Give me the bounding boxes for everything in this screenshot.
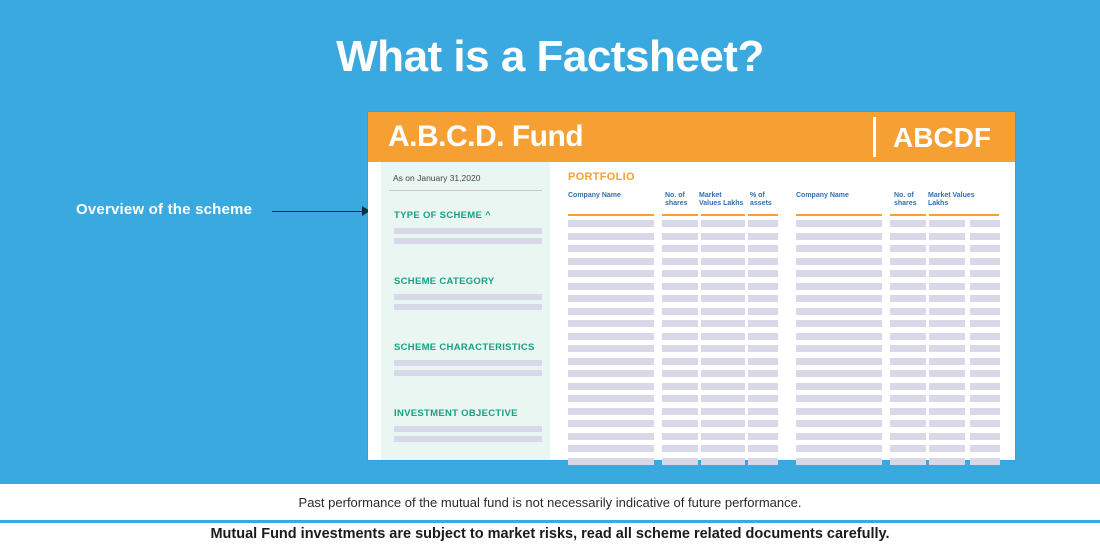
data-cell bbox=[796, 445, 882, 452]
data-cell bbox=[929, 408, 965, 415]
data-cell bbox=[662, 408, 698, 415]
section-investment-objective bbox=[394, 408, 542, 446]
data-cell bbox=[890, 220, 926, 227]
data-cell bbox=[796, 458, 882, 465]
data-cell bbox=[796, 358, 882, 365]
column-header-no-of-shares: No. of shares bbox=[665, 192, 688, 207]
section-type-of-scheme bbox=[394, 210, 542, 248]
data-cell bbox=[970, 333, 1000, 340]
data-cell bbox=[970, 433, 1000, 440]
factsheet-body bbox=[368, 162, 1015, 460]
data-cell bbox=[929, 283, 965, 290]
data-cell bbox=[662, 358, 698, 365]
data-cell bbox=[568, 220, 654, 227]
data-cell bbox=[748, 458, 778, 465]
callout-label: Overview of the scheme bbox=[76, 201, 253, 218]
data-cell bbox=[890, 308, 926, 315]
data-cell bbox=[701, 383, 745, 390]
data-cell bbox=[568, 458, 654, 465]
as-on-date: As on January 31,2020 bbox=[393, 173, 481, 183]
section-placeholder-lines bbox=[394, 294, 542, 310]
callout-connector-line bbox=[272, 211, 368, 212]
data-cell bbox=[929, 258, 965, 265]
factsheet-document bbox=[368, 112, 1015, 460]
portfolio-left-col-shares bbox=[662, 220, 698, 470]
data-cell bbox=[701, 233, 745, 240]
data-cell bbox=[970, 308, 1000, 315]
data-cell bbox=[748, 333, 778, 340]
footer-note: Past performance of the mutual fund is not necessarily indicative of future performance. bbox=[298, 495, 802, 510]
data-cell bbox=[796, 370, 882, 377]
placeholder-line bbox=[394, 370, 542, 376]
column-header-pct-of-assets: % of assets bbox=[750, 192, 772, 207]
data-cell bbox=[748, 358, 778, 365]
data-cell bbox=[568, 370, 654, 377]
header-rule bbox=[568, 214, 654, 216]
data-cell bbox=[701, 295, 745, 302]
data-cell bbox=[748, 370, 778, 377]
data-cell bbox=[701, 458, 745, 465]
data-cell bbox=[970, 458, 1000, 465]
data-cell bbox=[796, 395, 882, 402]
data-cell bbox=[748, 295, 778, 302]
data-cell bbox=[662, 445, 698, 452]
placeholder-line bbox=[394, 426, 542, 432]
data-cell bbox=[929, 233, 965, 240]
data-cell bbox=[890, 383, 926, 390]
data-cell bbox=[796, 245, 882, 252]
data-cell bbox=[662, 395, 698, 402]
footer-disclaimer: Mutual Fund investments are subject to market risks, read all scheme related documents carefully. bbox=[210, 526, 890, 542]
data-cell bbox=[701, 270, 745, 277]
data-cell bbox=[748, 308, 778, 315]
data-cell bbox=[929, 383, 965, 390]
data-cell bbox=[970, 358, 1000, 365]
data-cell bbox=[701, 420, 745, 427]
data-cell bbox=[970, 345, 1000, 352]
data-cell bbox=[662, 220, 698, 227]
placeholder-line bbox=[394, 360, 542, 366]
data-cell bbox=[568, 408, 654, 415]
data-cell bbox=[701, 433, 745, 440]
header-rule bbox=[748, 214, 778, 216]
data-cell bbox=[929, 345, 965, 352]
data-cell bbox=[970, 395, 1000, 402]
data-cell bbox=[748, 420, 778, 427]
data-cell bbox=[929, 220, 965, 227]
data-cell bbox=[796, 420, 882, 427]
header-divider bbox=[873, 117, 876, 157]
data-cell bbox=[929, 458, 965, 465]
data-cell bbox=[568, 345, 654, 352]
data-cell bbox=[701, 283, 745, 290]
placeholder-line bbox=[394, 304, 542, 310]
data-cell bbox=[568, 308, 654, 315]
data-cell bbox=[568, 258, 654, 265]
as-on-date-divider bbox=[389, 190, 542, 191]
data-cell bbox=[929, 445, 965, 452]
data-cell bbox=[662, 283, 698, 290]
section-title: INVESTMENT OBJECTIVE bbox=[394, 408, 518, 419]
section-title: SCHEME CATEGORY bbox=[394, 276, 495, 287]
data-cell bbox=[701, 245, 745, 252]
data-cell bbox=[970, 245, 1000, 252]
data-cell bbox=[796, 345, 882, 352]
column-header-company-name: Company Name bbox=[796, 192, 849, 199]
data-cell bbox=[568, 270, 654, 277]
data-cell bbox=[890, 420, 926, 427]
data-cell bbox=[701, 320, 745, 327]
data-cell bbox=[701, 258, 745, 265]
column-header-market-values-lakhs: Market Values Lakhs bbox=[699, 192, 744, 207]
data-cell bbox=[929, 370, 965, 377]
data-cell bbox=[929, 420, 965, 427]
data-cell bbox=[890, 408, 926, 415]
data-cell bbox=[796, 233, 882, 240]
data-cell bbox=[929, 333, 965, 340]
data-cell bbox=[748, 320, 778, 327]
data-cell bbox=[890, 270, 926, 277]
column-header-company-name: Company Name bbox=[568, 192, 621, 199]
scheme-overview-panel bbox=[381, 162, 550, 460]
data-cell bbox=[796, 270, 882, 277]
data-cell bbox=[796, 433, 882, 440]
data-cell bbox=[970, 283, 1000, 290]
data-cell bbox=[701, 333, 745, 340]
header-rule bbox=[890, 214, 926, 216]
data-cell bbox=[929, 395, 965, 402]
data-cell bbox=[890, 458, 926, 465]
data-cell bbox=[796, 320, 882, 327]
data-cell bbox=[890, 258, 926, 265]
section-placeholder-lines bbox=[394, 228, 542, 244]
data-cell bbox=[970, 320, 1000, 327]
data-cell bbox=[748, 408, 778, 415]
data-cell bbox=[701, 345, 745, 352]
data-cell bbox=[568, 395, 654, 402]
data-cell bbox=[796, 295, 882, 302]
section-scheme-category bbox=[394, 276, 542, 314]
data-cell bbox=[701, 358, 745, 365]
portfolio-right-col-company bbox=[796, 220, 882, 470]
header-rule bbox=[929, 214, 999, 216]
data-cell bbox=[890, 433, 926, 440]
portfolio-right-col-market-values-a bbox=[929, 220, 965, 470]
portfolio-right-col-shares bbox=[890, 220, 926, 470]
data-cell bbox=[748, 283, 778, 290]
column-header-no-of-shares: No. of shares bbox=[894, 192, 917, 207]
data-cell bbox=[568, 233, 654, 240]
data-cell bbox=[568, 283, 654, 290]
portfolio-right-column-headers bbox=[796, 192, 1004, 212]
data-cell bbox=[748, 270, 778, 277]
data-cell bbox=[890, 283, 926, 290]
data-cell bbox=[748, 220, 778, 227]
data-cell bbox=[662, 345, 698, 352]
factsheet-header bbox=[368, 112, 1015, 162]
data-cell bbox=[929, 358, 965, 365]
data-cell bbox=[890, 445, 926, 452]
portfolio-left-col-pct-assets bbox=[748, 220, 778, 470]
data-cell bbox=[890, 295, 926, 302]
data-cell bbox=[796, 308, 882, 315]
data-cell bbox=[929, 320, 965, 327]
data-cell bbox=[568, 295, 654, 302]
header-rule bbox=[701, 214, 745, 216]
data-cell bbox=[970, 420, 1000, 427]
section-placeholder-lines bbox=[394, 360, 542, 376]
data-cell bbox=[796, 408, 882, 415]
data-cell bbox=[568, 433, 654, 440]
data-cell bbox=[701, 308, 745, 315]
data-cell bbox=[662, 233, 698, 240]
data-cell bbox=[748, 383, 778, 390]
data-cell bbox=[748, 245, 778, 252]
data-cell bbox=[890, 233, 926, 240]
data-cell bbox=[929, 245, 965, 252]
data-cell bbox=[662, 383, 698, 390]
data-cell bbox=[748, 345, 778, 352]
data-cell bbox=[970, 220, 1000, 227]
data-cell bbox=[890, 345, 926, 352]
data-cell bbox=[568, 445, 654, 452]
data-cell bbox=[929, 270, 965, 277]
data-cell bbox=[890, 358, 926, 365]
data-cell bbox=[568, 383, 654, 390]
data-cell bbox=[568, 420, 654, 427]
placeholder-line bbox=[394, 238, 542, 244]
data-cell bbox=[970, 233, 1000, 240]
portfolio-table-right bbox=[796, 192, 1004, 212]
fund-name: A.B.C.D. Fund bbox=[388, 120, 584, 153]
data-cell bbox=[568, 358, 654, 365]
data-cell bbox=[662, 270, 698, 277]
placeholder-line bbox=[394, 228, 542, 234]
header-rule bbox=[796, 214, 882, 216]
data-cell bbox=[929, 308, 965, 315]
section-scheme-characteristics bbox=[394, 342, 542, 380]
data-cell bbox=[796, 333, 882, 340]
data-cell bbox=[701, 220, 745, 227]
data-cell bbox=[748, 233, 778, 240]
data-cell bbox=[748, 395, 778, 402]
data-cell bbox=[748, 445, 778, 452]
portfolio-table-left bbox=[568, 192, 780, 212]
data-cell bbox=[970, 408, 1000, 415]
section-title: TYPE OF SCHEME ^ bbox=[394, 210, 491, 221]
column-header-market-values-lakhs: Market Values Lakhs bbox=[928, 192, 975, 207]
data-cell bbox=[662, 258, 698, 265]
data-cell bbox=[701, 395, 745, 402]
data-cell bbox=[970, 258, 1000, 265]
data-cell bbox=[568, 245, 654, 252]
portfolio-right-col-market-values-b bbox=[970, 220, 1000, 470]
placeholder-line bbox=[394, 294, 542, 300]
data-cell bbox=[662, 420, 698, 427]
page-title: What is a Factsheet? bbox=[336, 32, 764, 81]
data-cell bbox=[890, 245, 926, 252]
data-cell bbox=[662, 458, 698, 465]
section-title: SCHEME CHARACTERISTICS bbox=[394, 342, 535, 353]
data-cell bbox=[748, 258, 778, 265]
data-cell bbox=[929, 295, 965, 302]
fund-code: ABCDF bbox=[893, 122, 991, 153]
data-cell bbox=[796, 383, 882, 390]
data-cell bbox=[662, 333, 698, 340]
portfolio-left-col-company bbox=[568, 220, 654, 470]
data-cell bbox=[748, 433, 778, 440]
data-cell bbox=[701, 370, 745, 377]
data-cell bbox=[970, 383, 1000, 390]
data-cell bbox=[890, 370, 926, 377]
data-cell bbox=[796, 258, 882, 265]
data-cell bbox=[796, 283, 882, 290]
data-cell bbox=[662, 320, 698, 327]
data-cell bbox=[890, 333, 926, 340]
data-cell bbox=[796, 220, 882, 227]
section-placeholder-lines bbox=[394, 426, 542, 442]
data-cell bbox=[662, 308, 698, 315]
data-cell bbox=[701, 408, 745, 415]
data-cell bbox=[970, 295, 1000, 302]
data-cell bbox=[890, 320, 926, 327]
data-cell bbox=[568, 320, 654, 327]
data-cell bbox=[662, 295, 698, 302]
portfolio-heading: PORTFOLIO bbox=[568, 171, 635, 183]
data-cell bbox=[701, 445, 745, 452]
placeholder-line bbox=[394, 436, 542, 442]
header-rule bbox=[662, 214, 698, 216]
data-cell bbox=[970, 270, 1000, 277]
data-cell bbox=[662, 370, 698, 377]
data-cell bbox=[929, 433, 965, 440]
data-cell bbox=[662, 245, 698, 252]
data-cell bbox=[890, 395, 926, 402]
data-cell bbox=[970, 370, 1000, 377]
data-cell bbox=[662, 433, 698, 440]
portfolio-left-col-market-values bbox=[701, 220, 745, 470]
data-cell bbox=[568, 333, 654, 340]
data-cell bbox=[970, 445, 1000, 452]
portfolio-left-column-headers bbox=[568, 192, 780, 212]
